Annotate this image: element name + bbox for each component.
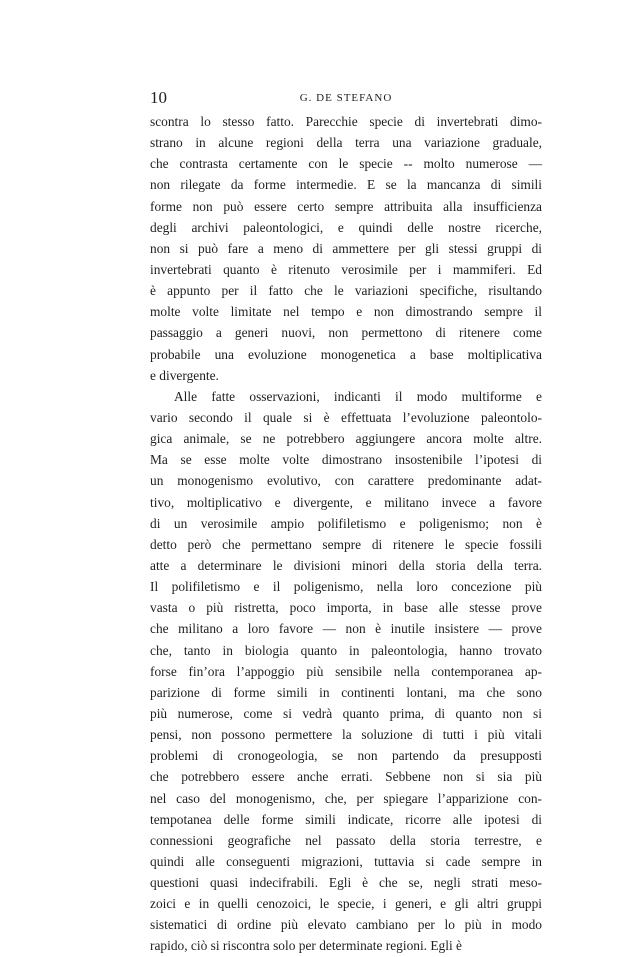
running-head <box>150 88 542 108</box>
text-line: forse fin’ora l’appoggio più sensibile nella contemporanea ap- <box>150 663 542 679</box>
text-line: che potrebbero essere anche errati. Sebbene non si sia più <box>150 769 542 785</box>
text-line: parizione di forme simili in continenti lontani, ma che sono <box>150 684 542 700</box>
text-line: vasta o più ristretta, poco importa, in base alle stesse prove <box>150 600 542 616</box>
text-line: quindi alle conseguenti migrazioni, tuttavia si cade sempre in <box>150 853 542 869</box>
paragraph <box>150 111 542 386</box>
text-line: tempotanea delle forme simili indicate, ricorre alle ipotesi di <box>150 811 542 827</box>
text-line: sistematici di ordine più elevato cambiano per lo più in modo <box>150 917 542 933</box>
text-line: probabile una evoluzione monogenetica a base moltiplicativa <box>150 346 542 362</box>
body-text <box>150 111 542 957</box>
text-line: detto però che permettano sempre di ritenere le specie fossili <box>150 536 542 552</box>
paragraph <box>150 386 542 957</box>
text-line: scontra lo stesso fatto. Parecchie specie di invertebrati dimo- <box>150 114 542 129</box>
page-number: 10 <box>150 88 167 107</box>
text-line: che contrasta certamente con le specie -- molto numerose — <box>150 156 542 172</box>
text-line: nel caso del monogenismo, che, per spiegare l’apparizione con- <box>150 790 542 806</box>
text-line: non si può fare a meno di ammettere per gli stessi gruppi di <box>150 240 542 256</box>
text-line: e divergente. <box>150 367 219 383</box>
text-line: zoici e in quelli cenozoici, le specie, i generi, e gli altri gruppi <box>150 896 542 912</box>
text-line: che, tanto in biologia quanto in paleontologia, hanno trovato <box>150 642 542 658</box>
running-title: G. DE STEFANO <box>299 92 393 104</box>
text-line: un monogenismo evolutivo, con carattere predominante adat- <box>150 473 542 489</box>
text-line: questioni quasi indecifrabili. Egli è che se, negli strati meso- <box>150 875 542 891</box>
text-line: che militano a loro favore — non è inutile insistere — prove <box>150 621 542 637</box>
text-line: non rilegate da forme intermedie. E se la mancanza di simili <box>150 177 542 193</box>
text-line: gica animale, se ne potrebbero aggiungere ancora molte altre. <box>150 431 542 447</box>
text-line: strano in alcune regioni della terra una variazione graduale, <box>150 135 542 151</box>
text-line: rapido, ciò si riscontra solo per determinate regioni. Egli è <box>150 938 462 954</box>
text-line: problemi di cronogeologia, se non partendo da presupposti <box>150 748 542 764</box>
text-line: pensi, non possono permettere la soluzione di tutti i più vitali <box>150 727 542 743</box>
text-line: molte volte limitate nel tempo e non dimostrando sempre il <box>150 304 542 320</box>
text-line: connessioni geografiche nel passato della storia terrestre, e <box>150 832 542 848</box>
text-line: è appunto per il fatto che le variazioni specifiche, risultando <box>150 283 542 299</box>
text-line: passaggio a generi nuovi, non permettono di ritenere come <box>150 325 542 341</box>
text-line: atte a determinare le divisioni minori della storia della terra. <box>150 557 542 573</box>
text-line: di un verosimile ampio polifiletismo e poligenismo; non è <box>150 515 542 531</box>
text-line: tivo, moltiplicativo e divergente, e militano invece a favore <box>150 494 542 510</box>
text-line: forme non può essere certo sempre attribuita alla insufficienza <box>150 198 542 214</box>
text-line: Il polifiletismo e il poligenismo, nella loro concezione più <box>150 579 542 595</box>
text-line: più numerose, come si vedrà quanto prima, di quanto non si <box>150 705 542 721</box>
text-line: Alle fatte osservazioni, indicanti il modo multiforme e <box>174 388 542 404</box>
text-line: Ma se esse molte volte dimostrano insostenibile l’ipotesi di <box>150 452 542 468</box>
text-line: vario secondo il quale si è effettuata l’evoluzione paleontolo- <box>150 409 542 425</box>
text-line: invertebrati quanto è ritenuto verosimile per i mammiferi. Ed <box>150 261 542 277</box>
text-line: degli archivi paleontologici, e quindi delle nostre ricerche, <box>150 219 542 235</box>
